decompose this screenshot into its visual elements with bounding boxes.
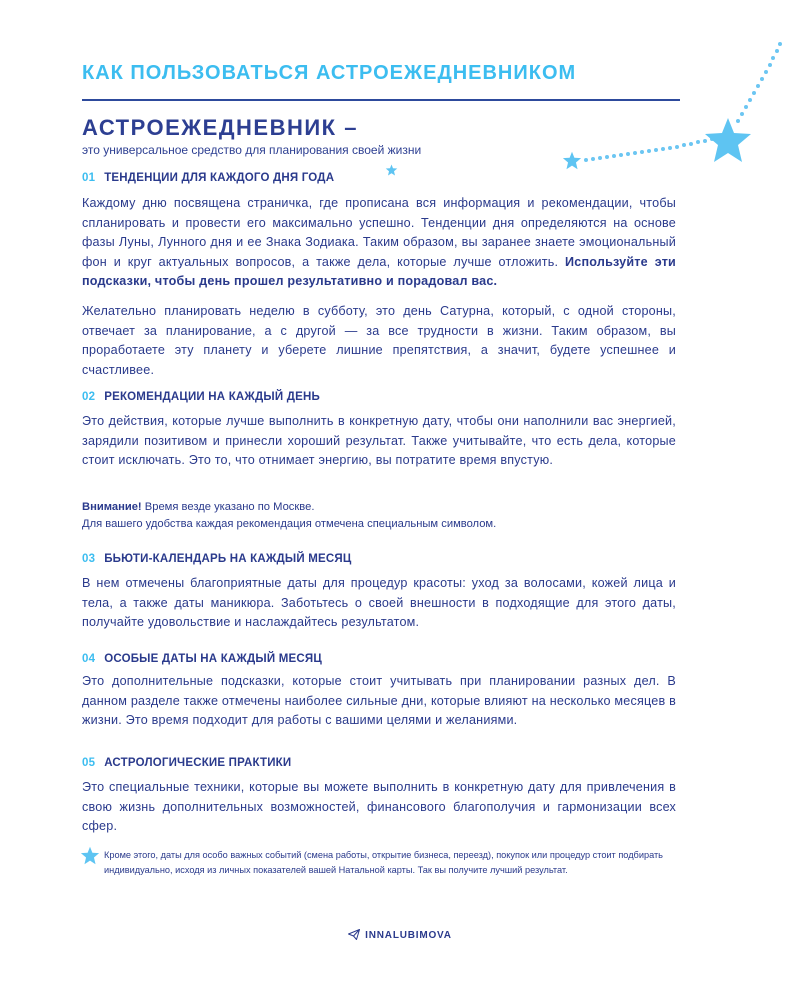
- paragraph-text: Каждому дню посвящена страничка, где прописана вся информация и рекомендации, чтобы спланировать и провести его максимально успешно. Тенденции дня определяются на основе фазы Луны, Лунного дня и ее Знака Зодиака. Таким образом, вы заранее знаете эмоциональный фон и круг актуальных вопросов, а также дела, которые лучше отложить.: [82, 196, 676, 269]
- page-title: КАК ПОЛЬЗОВАТЬСЯ АСТРОЕЖЕДНЕВНИКОМ: [82, 62, 577, 84]
- section-number: 02: [82, 391, 96, 403]
- footer-brand-text: INNALUBIMOVA: [365, 930, 452, 941]
- section-01-paragraph-2: Желательно планировать неделю в субботу, это день Сатурна, который, с одной стороны, отвечает за планирование, а с другой — за все трудности в жизни. Таким образом, вы проработаете эту планету и уберете лишние препятствия, а значит, будете успешнее и счастливее.: [82, 304, 676, 377]
- section-heading-01: [82, 172, 334, 184]
- section-02-paragraph-1: Это действия, которые лучше выполнить в конкретную дату, чтобы они наполнили вас энергией, зарядили позитивом и принесли хороший результат. Также учитывайте, что есть дела, которые стоит исключать. Это то, что отнимает энергию, вы потратите время впустую.: [82, 414, 676, 468]
- attention-text: Время везде указано по Москве.: [141, 501, 315, 513]
- section-heading-02: [82, 391, 320, 403]
- section-05-paragraph-1: Это специальные техники, которые вы можете выполнить в конкретную дату для привлечения в свою жизнь дополнительных возможностей, финансового благополучия и гармонизации всех сфер.: [82, 780, 676, 834]
- section-03-paragraph-1: В нем отмечены благоприятные даты для процедур красоты: уход за волосами, кожей лица и тела, а также даты маникюра. Заботьтесь о своей внешности в подходящие для этого даты, получайте удовольствие и наслаждайтесь результатом.: [82, 576, 676, 630]
- section-number: 05: [82, 757, 96, 769]
- attention-label: Внимание!: [82, 501, 142, 513]
- footnote-text: Кроме этого, даты для особо важных событий (смена работы, открытие бизнеса, переезд), покупок или процедур стоит подбирать индивидуально, исходя из личных показателей вашей Натальной карты. Так вы получите лучший результат.: [104, 850, 663, 875]
- subtitle: АСТРОЕЖЕДНЕВНИК –: [82, 115, 358, 140]
- section-title: ОСОБЫЕ ДАТЫ НА КАЖДЫЙ МЕСЯЦ: [104, 653, 322, 665]
- attention-note: [82, 499, 682, 533]
- tiny-star-icon: [385, 164, 398, 176]
- footer-brand[interactable]: [0, 929, 800, 941]
- attention-text-line-2: Для вашего удобства каждая рекомендация отмечена специальным символом.: [82, 518, 497, 530]
- footnote-star-icon: [80, 846, 100, 865]
- section-04-paragraph-1: Это дополнительные подсказки, которые стоит учитывать при планировании разных дел. В данном разделе также отмечены наиболее сильные дни, которые влияют на несколько месяцев в жизни. Это время подходит для работы с вашими целями и желаниями.: [82, 674, 676, 728]
- section-number: 01: [82, 172, 96, 184]
- small-star-icon: [562, 151, 582, 170]
- section-01-paragraph-1: [82, 194, 676, 292]
- section-heading-05: [82, 757, 291, 769]
- section-title: ТЕНДЕНЦИИ ДЛЯ КАЖДОГО ДНЯ ГОДА: [104, 172, 335, 184]
- big-star-icon: [703, 116, 753, 164]
- section-heading-03: [82, 553, 351, 565]
- section-title: РЕКОМЕНДАЦИИ НА КАЖДЫЙ ДЕНЬ: [104, 391, 320, 403]
- title-divider: [82, 99, 680, 101]
- paper-plane-icon: [348, 929, 360, 940]
- subtitle-caption: это универсальное средство для планирования своей жизни: [82, 143, 422, 157]
- paragraph-emphasis: Используйте эти подсказки, чтобы день прошел результативно и порадовал вас.: [82, 254, 677, 289]
- section-number: 03: [82, 553, 96, 565]
- section-heading-04: [82, 653, 322, 665]
- section-title: АСТРОЛОГИЧЕСКИЕ ПРАКТИКИ: [104, 757, 292, 769]
- section-number: 04: [82, 653, 96, 665]
- section-title: БЬЮТИ-КАЛЕНДАРЬ НА КАЖДЫЙ МЕСЯЦ: [104, 553, 352, 565]
